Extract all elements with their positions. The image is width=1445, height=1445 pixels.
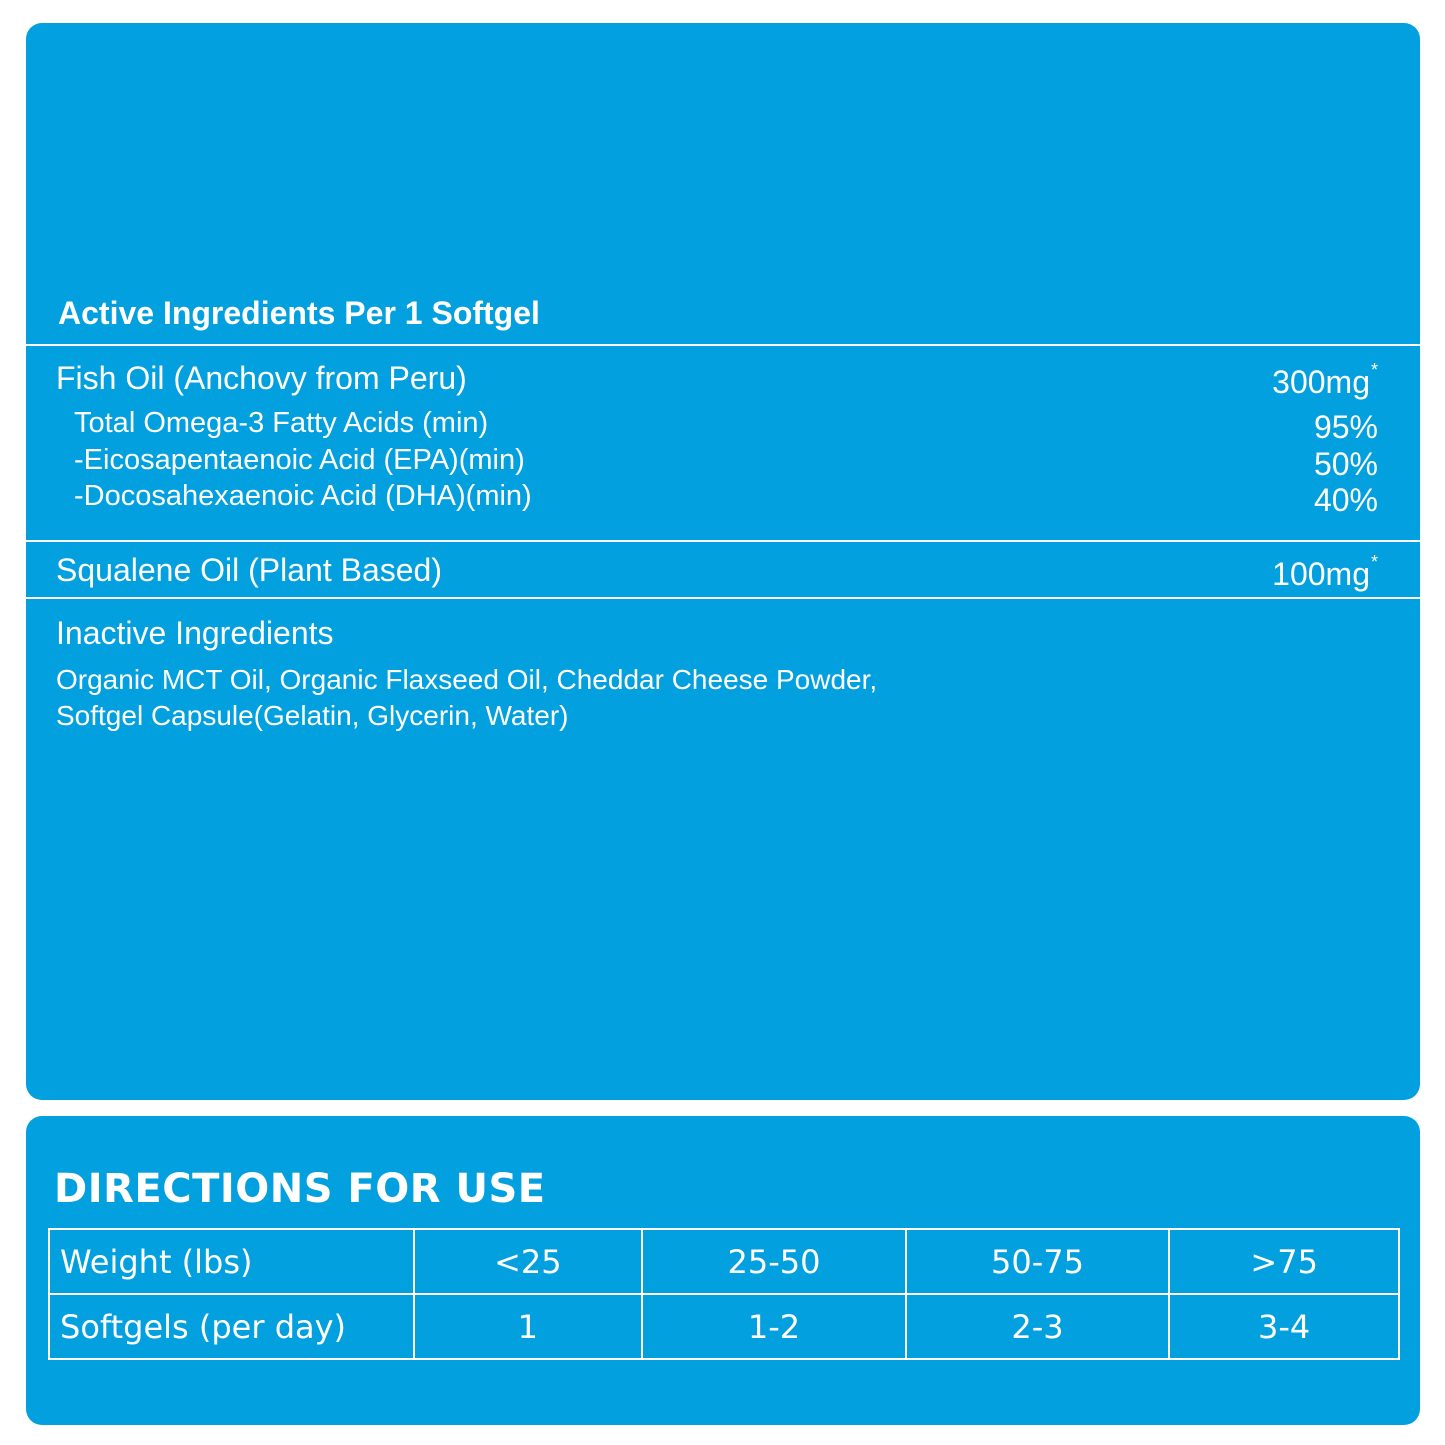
- squalene-amount: 100mg*: [1272, 552, 1378, 592]
- table-cell: <25: [414, 1229, 643, 1294]
- omega3-name: Total Omega-3 Fatty Acids (min): [74, 407, 489, 439]
- table-cell: 1-2: [642, 1294, 906, 1359]
- table-cell: 25-50: [642, 1229, 906, 1294]
- inactive-ingredients-line1: Organic MCT Oil, Organic Flaxseed Oil, Cheddar Cheese Powder,: [56, 664, 878, 695]
- epa-name: -Eicosapentaenoic Acid (EPA)(min): [74, 444, 525, 476]
- dha-name: -Docosahexaenoic Acid (DHA)(min): [74, 480, 532, 512]
- dosage-table: [48, 1228, 1400, 1360]
- fish-oil-amount: 300mg*: [1272, 360, 1378, 400]
- weight-label: Weight (lbs): [49, 1229, 414, 1294]
- divider: [26, 344, 1420, 346]
- inactive-ingredients-line2: Softgel Capsule(Gelatin, Glycerin, Water): [56, 700, 569, 731]
- active-ingredients-heading: Active Ingredients Per 1 Softgel: [58, 295, 540, 331]
- table-cell: >75: [1169, 1229, 1399, 1294]
- table-row: [49, 1294, 1399, 1359]
- table-cell: 2-3: [906, 1294, 1170, 1359]
- ingredients-panel: [26, 23, 1420, 1100]
- table-cell: 3-4: [1169, 1294, 1399, 1359]
- epa-amount: 50%: [1313, 446, 1378, 482]
- omega3-amount: 95%: [1313, 409, 1378, 445]
- divider: [26, 540, 1420, 542]
- dha-amount: 40%: [1313, 482, 1378, 518]
- directions-title: DIRECTIONS FOR USE: [54, 1166, 546, 1212]
- table-row: [49, 1229, 1399, 1294]
- inactive-ingredients-heading: Inactive Ingredients: [56, 615, 334, 651]
- divider: [26, 597, 1420, 599]
- directions-panel: [26, 1116, 1420, 1425]
- table-cell: 50-75: [906, 1229, 1170, 1294]
- fish-oil-name: Fish Oil (Anchovy from Peru): [56, 360, 467, 396]
- table-cell: 1: [414, 1294, 643, 1359]
- softgels-label: Softgels (per day): [49, 1294, 414, 1359]
- squalene-name: Squalene Oil (Plant Based): [56, 552, 442, 588]
